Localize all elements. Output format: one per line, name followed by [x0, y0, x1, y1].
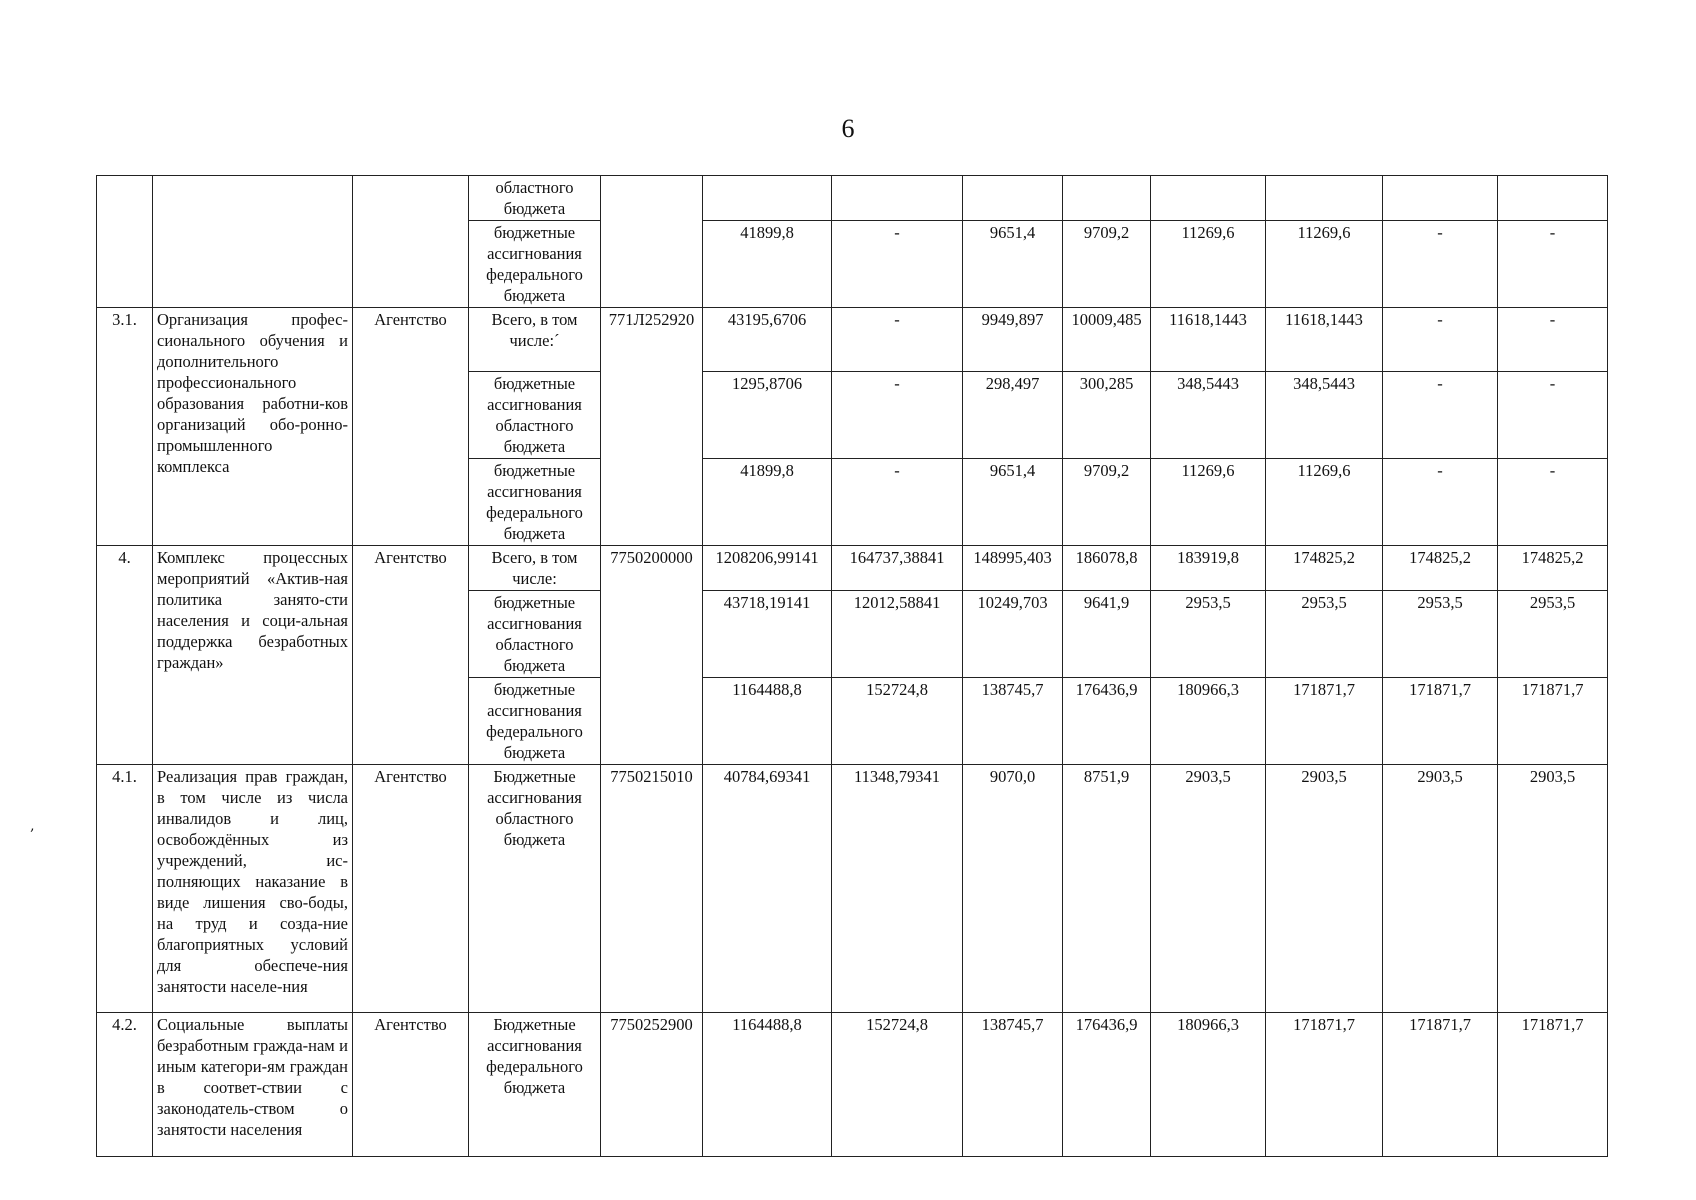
table-row — [97, 765, 1608, 1013]
budget-code: 7750252900 — [601, 1013, 703, 1157]
funding-source: бюджетные ассигнования федерального бюджета — [469, 678, 601, 765]
value-cell: 171871,7 — [1383, 1013, 1498, 1157]
value-cell: 10009,485 — [1063, 308, 1151, 372]
value-cell: 180966,3 — [1151, 1013, 1266, 1157]
value-cell: 174825,2 — [1383, 546, 1498, 591]
value-cell: 41899,8 — [703, 459, 832, 546]
value-cell: - — [1498, 372, 1608, 459]
budget-code: 7750200000 — [601, 546, 703, 765]
funding-source: бюджетные ассигнования федерального бюджета — [469, 459, 601, 546]
value-cell: 9949,897 — [963, 308, 1063, 372]
row-name: Социальные выплаты безработным гражда-нам и иным категори-ям граждан в соответ-ствии с законодатель-ством о занятости населения — [153, 1013, 353, 1157]
value-cell: - — [1383, 308, 1498, 372]
value-cell — [1063, 176, 1151, 221]
value-cell: 2953,5 — [1151, 591, 1266, 678]
value-cell: 9709,2 — [1063, 459, 1151, 546]
value-cell: 348,5443 — [1151, 372, 1266, 459]
budget-table — [96, 175, 1608, 1157]
value-cell: - — [832, 221, 963, 308]
value-cell — [832, 176, 963, 221]
row-number — [97, 176, 153, 308]
value-cell: - — [1498, 459, 1608, 546]
row-number: 4. — [97, 546, 153, 765]
row-number: 4.2. — [97, 1013, 153, 1157]
row-agent: Агентство — [353, 546, 469, 765]
funding-source: Всего, в том числе: — [469, 546, 601, 591]
value-cell — [703, 176, 832, 221]
row-agent: Агентство — [353, 1013, 469, 1157]
value-cell: 11618,1443 — [1266, 308, 1383, 372]
value-cell: 152724,8 — [832, 678, 963, 765]
value-cell — [1266, 176, 1383, 221]
stray-mark: ‚ — [30, 818, 35, 834]
value-cell: 1295,8706 — [703, 372, 832, 459]
value-cell — [1383, 176, 1498, 221]
page-number: 6 — [841, 114, 855, 143]
funding-source: бюджетные ассигнования федерального бюджета — [469, 221, 601, 308]
value-cell: 2953,5 — [1498, 591, 1608, 678]
value-cell: - — [1383, 221, 1498, 308]
value-cell: 9641,9 — [1063, 591, 1151, 678]
value-cell: 43195,6706 — [703, 308, 832, 372]
row-number: 3.1. — [97, 308, 153, 546]
value-cell: 9070,0 — [963, 765, 1063, 1013]
funding-source: Бюджетные ассигнования федерального бюджета — [469, 1013, 601, 1157]
row-name: Организация профес-сионального обучения и дополнительного профессионального образования работни-ков организаций обо-ронно-промышленного комплекса — [153, 308, 353, 546]
table-row — [97, 308, 1608, 372]
value-cell: 1208206,99141 — [703, 546, 832, 591]
value-cell: 40784,69341 — [703, 765, 832, 1013]
budget-code — [601, 176, 703, 308]
value-cell: 11269,6 — [1151, 221, 1266, 308]
row-name: Комплекс процессных мероприятий «Актив-ная политика занято-сти населения и соци-альная поддержка безработных граждан» — [153, 546, 353, 765]
value-cell: 171871,7 — [1383, 678, 1498, 765]
value-cell: 138745,7 — [963, 678, 1063, 765]
value-cell: 9709,2 — [1063, 221, 1151, 308]
budget-code: 7750215010 — [601, 765, 703, 1013]
value-cell: 2953,5 — [1266, 591, 1383, 678]
value-cell: 171871,7 — [1498, 1013, 1608, 1157]
value-cell: 186078,8 — [1063, 546, 1151, 591]
value-cell: 11269,6 — [1266, 459, 1383, 546]
value-cell: 2903,5 — [1151, 765, 1266, 1013]
value-cell: 348,5443 — [1266, 372, 1383, 459]
value-cell: 8751,9 — [1063, 765, 1151, 1013]
value-cell: 12012,58841 — [832, 591, 963, 678]
value-cell — [963, 176, 1063, 221]
row-agent: Агентство — [353, 765, 469, 1013]
value-cell: 11618,1443 — [1151, 308, 1266, 372]
value-cell: 138745,7 — [963, 1013, 1063, 1157]
value-cell: 176436,9 — [1063, 1013, 1151, 1157]
value-cell: 152724,8 — [832, 1013, 963, 1157]
value-cell: 11269,6 — [1266, 221, 1383, 308]
value-cell: 171871,7 — [1498, 678, 1608, 765]
funding-source: Всего, в том числе:´ — [469, 308, 601, 372]
value-cell: 2953,5 — [1383, 591, 1498, 678]
value-cell: 11269,6 — [1151, 459, 1266, 546]
funding-source: бюджетные ассигнования областного бюджета — [469, 591, 601, 678]
table-row — [97, 546, 1608, 591]
value-cell: 174825,2 — [1498, 546, 1608, 591]
value-cell: 174825,2 — [1266, 546, 1383, 591]
row-number: 4.1. — [97, 765, 153, 1013]
value-cell: 300,285 — [1063, 372, 1151, 459]
row-name: Реализация прав граждан, в том числе из числа инвалидов и лиц, освобождённых из учреждений, ис-полняющих наказание в виде лишения сво-боды, на труд и созда-ние благоприятных условий для обеспече-ния занятости населе-ния — [153, 765, 353, 1013]
value-cell: - — [1498, 308, 1608, 372]
funding-source: областного бюджета — [469, 176, 601, 221]
value-cell: - — [832, 372, 963, 459]
budget-code: 771Л252920 — [601, 308, 703, 546]
value-cell: - — [1498, 221, 1608, 308]
value-cell: 9651,4 — [963, 459, 1063, 546]
value-cell: 171871,7 — [1266, 1013, 1383, 1157]
value-cell: 148995,403 — [963, 546, 1063, 591]
value-cell: 176436,9 — [1063, 678, 1151, 765]
value-cell: - — [832, 459, 963, 546]
row-name — [153, 176, 353, 308]
value-cell: 2903,5 — [1498, 765, 1608, 1013]
value-cell: - — [1383, 372, 1498, 459]
value-cell: 1164488,8 — [703, 678, 832, 765]
value-cell: 298,497 — [963, 372, 1063, 459]
value-cell — [1498, 176, 1608, 221]
funding-source: Бюджетные ассигнования областного бюджета — [469, 765, 601, 1013]
value-cell: 9651,4 — [963, 221, 1063, 308]
table-row — [97, 1013, 1608, 1157]
value-cell: 1164488,8 — [703, 1013, 832, 1157]
row-agent — [353, 176, 469, 308]
value-cell: 180966,3 — [1151, 678, 1266, 765]
value-cell: 2903,5 — [1266, 765, 1383, 1013]
value-cell: 41899,8 — [703, 221, 832, 308]
value-cell: 10249,703 — [963, 591, 1063, 678]
funding-source: бюджетные ассигнования областного бюджета — [469, 372, 601, 459]
value-cell: 11348,79341 — [832, 765, 963, 1013]
value-cell: - — [1383, 459, 1498, 546]
value-cell: 171871,7 — [1266, 678, 1383, 765]
value-cell: 164737,38841 — [832, 546, 963, 591]
value-cell: 183919,8 — [1151, 546, 1266, 591]
value-cell: 2903,5 — [1383, 765, 1498, 1013]
value-cell: - — [832, 308, 963, 372]
value-cell — [1151, 176, 1266, 221]
value-cell: 43718,19141 — [703, 591, 832, 678]
table-row — [97, 176, 1608, 221]
row-agent: Агентство — [353, 308, 469, 546]
